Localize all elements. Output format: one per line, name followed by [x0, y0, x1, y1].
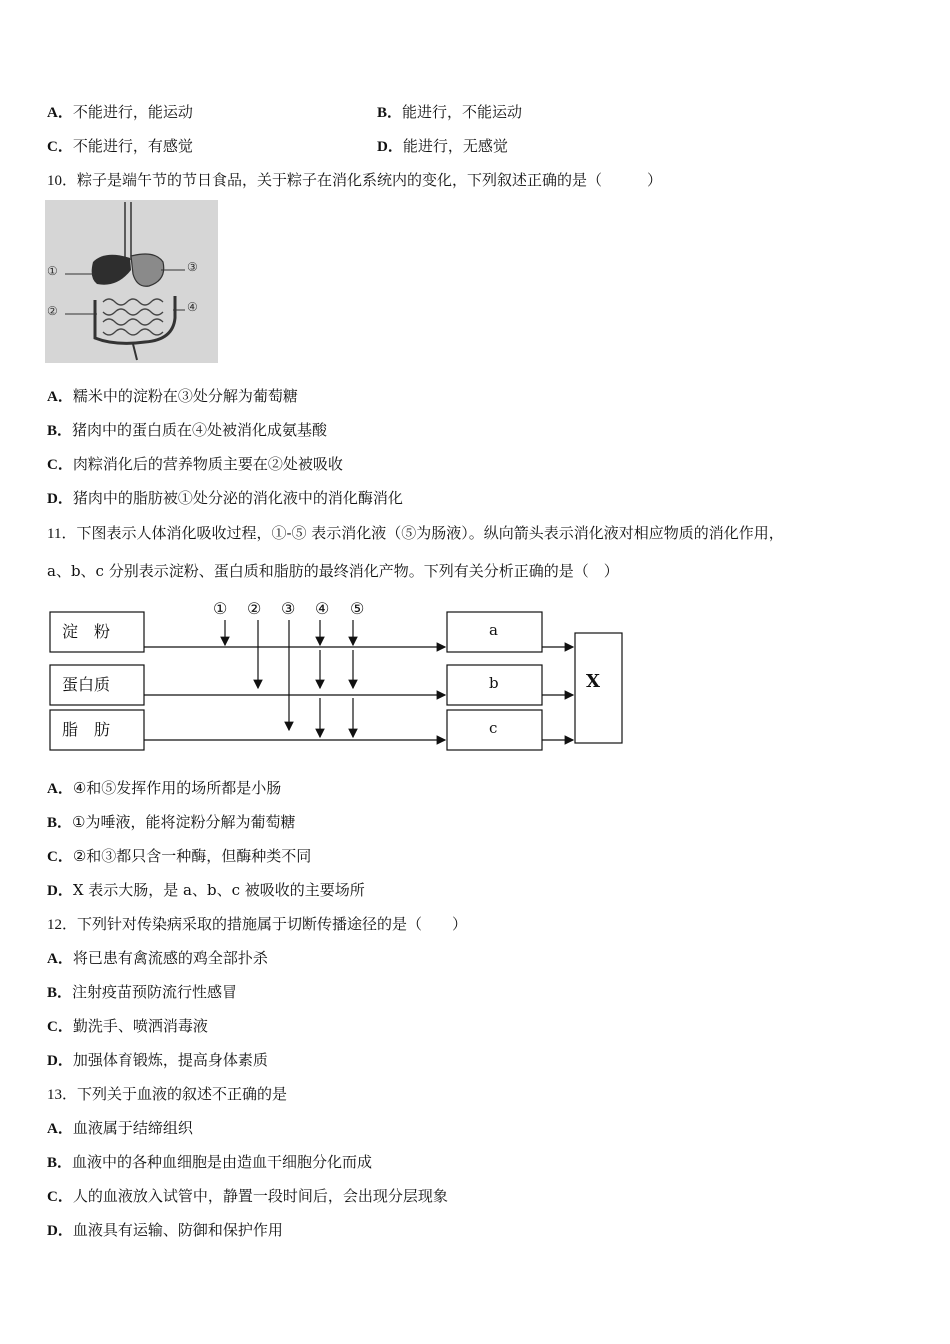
- q11-option-a[interactable]: [47, 778, 281, 799]
- figure-label-1: ①: [47, 264, 58, 278]
- substance-fat: 脂 肪: [62, 720, 111, 739]
- option-label: C．: [47, 457, 73, 473]
- q13-option-a[interactable]: [47, 1118, 193, 1139]
- option-label: C．: [47, 139, 73, 155]
- question-number: 12．: [47, 917, 78, 933]
- product-b: b: [489, 674, 499, 692]
- q12-option-d[interactable]: [47, 1050, 268, 1071]
- option-label: A．: [47, 389, 73, 405]
- q10-option-a[interactable]: [47, 386, 298, 407]
- digestive-system-figure: [45, 200, 218, 363]
- option-text: 勤洗手、喷洒消毒液: [72, 1017, 208, 1035]
- option-label: B．: [47, 423, 73, 439]
- q9-option-c[interactable]: [47, 136, 193, 157]
- juice-label-2: ②: [247, 599, 262, 618]
- option-text: 肉粽消化后的营养物质主要在②处被吸收: [72, 455, 343, 473]
- option-text: ②和③都只含一种酶，但酶种类不同: [72, 847, 312, 865]
- option-label: C．: [47, 1019, 73, 1035]
- figure-label-2: ②: [47, 304, 58, 318]
- option-text: 注射疫苗预防流行性感冒: [72, 983, 238, 1001]
- question-number: 10．: [47, 173, 78, 189]
- q12-option-c[interactable]: [47, 1016, 208, 1037]
- q12-stem: [47, 914, 467, 935]
- q12-option-a[interactable]: [47, 948, 268, 969]
- option-text: 血液中的各种血细胞是由造血干细胞分化而成: [72, 1153, 373, 1171]
- q11-option-d[interactable]: [47, 880, 365, 901]
- option-label: D．: [377, 139, 403, 155]
- option-text: ①为唾液，能将淀粉分解为葡萄糖: [72, 813, 296, 831]
- question-text: 下列针对传染病采取的措施属于切断传播途径的是（ ）: [77, 915, 468, 933]
- option-text: 猪肉中的蛋白质在④处被消化成氨基酸: [72, 421, 328, 439]
- product-c: c: [489, 719, 498, 737]
- substance-starch: 淀 粉: [62, 622, 111, 641]
- option-label: D．: [47, 1223, 73, 1239]
- juice-label-5: ⑤: [350, 599, 365, 618]
- option-text: ④和⑤发挥作用的场所都是小肠: [72, 779, 282, 797]
- question-text: a、b、c 分别表示淀粉、蛋白质和脂肪的最终消化产物。下列有关分析正确的是（ ）: [47, 562, 619, 580]
- option-text: 人的血液放入试管中，静置一段时间后，会出现分层现象: [72, 1187, 448, 1205]
- q11-option-b[interactable]: [47, 812, 295, 833]
- q9-option-b[interactable]: [377, 102, 522, 123]
- q10-option-d[interactable]: [47, 488, 403, 509]
- option-label: B．: [47, 985, 73, 1001]
- question-text: 下图表示人体消化吸收过程，①-⑤ 表示消化液（⑤为肠液）。纵向箭头表示消化液对相应物质的消化作用，: [76, 524, 784, 542]
- question-text: 粽子是端午节的节日食品，关于粽子在消化系统内的变化，下列叙述正确的是（ ）: [77, 171, 663, 189]
- q11-stem-line2: [47, 561, 619, 581]
- digestive-system-drawing: [45, 200, 218, 363]
- option-text: 将已患有禽流感的鸡全部扑杀: [72, 949, 268, 967]
- option-text: 血液具有运输、防御和保护作用: [72, 1221, 283, 1239]
- option-text: 加强体育锻炼，提高身体素质: [72, 1051, 268, 1069]
- q10-option-b[interactable]: [47, 420, 327, 441]
- q9-option-a[interactable]: [47, 102, 193, 123]
- target-x: X: [586, 671, 600, 692]
- q13-option-d[interactable]: [47, 1220, 283, 1241]
- option-label: B．: [47, 1155, 73, 1171]
- q10-option-c[interactable]: [47, 454, 343, 475]
- digestion-flow-svg: [45, 595, 635, 755]
- question-number: 11．: [47, 526, 77, 542]
- option-text: 不能进行，有感觉: [72, 137, 193, 155]
- option-text: 糯米中的淀粉在③处分解为葡萄糖: [72, 387, 298, 405]
- option-label: C．: [47, 1189, 73, 1205]
- option-text: 血液属于结缔组织: [72, 1119, 193, 1137]
- option-label: C．: [47, 849, 73, 865]
- question-number: 13．: [47, 1087, 78, 1103]
- option-label: D．: [47, 1053, 73, 1069]
- q11-stem-line1: [47, 523, 784, 544]
- option-label: A．: [47, 105, 73, 121]
- option-text: 能进行，无感觉: [402, 137, 508, 155]
- q13-stem: [47, 1084, 287, 1105]
- option-label: A．: [47, 951, 73, 967]
- q10-stem: [47, 170, 662, 191]
- option-label: B．: [377, 105, 403, 121]
- option-label: A．: [47, 781, 73, 797]
- option-label: B．: [47, 815, 73, 831]
- juice-label-3: ③: [281, 599, 296, 618]
- juice-label-4: ④: [315, 599, 330, 618]
- substance-protein: 蛋白质: [62, 675, 111, 694]
- option-label: D．: [47, 883, 73, 899]
- option-text: 能进行，不能运动: [402, 103, 523, 121]
- figure-label-3: ③: [187, 260, 198, 274]
- juice-label-1: ①: [213, 599, 228, 618]
- figure-label-4: ④: [187, 300, 198, 314]
- question-text: 下列关于血液的叙述不正确的是: [77, 1085, 288, 1103]
- q13-option-c[interactable]: [47, 1186, 448, 1207]
- option-text: 不能进行，能运动: [72, 103, 193, 121]
- q12-option-b[interactable]: [47, 982, 237, 1003]
- digestion-flow-diagram: [45, 595, 635, 755]
- option-text: 猪肉中的脂肪被①处分泌的消化液中的消化酶消化: [72, 489, 403, 507]
- option-label: A．: [47, 1121, 73, 1137]
- q13-option-b[interactable]: [47, 1152, 372, 1173]
- option-text: X 表示大肠，是 a、b、c 被吸收的主要场所: [72, 881, 365, 899]
- q9-option-d[interactable]: [377, 136, 508, 157]
- product-a: a: [489, 621, 498, 639]
- option-label: D．: [47, 491, 73, 507]
- q11-option-c[interactable]: [47, 846, 311, 867]
